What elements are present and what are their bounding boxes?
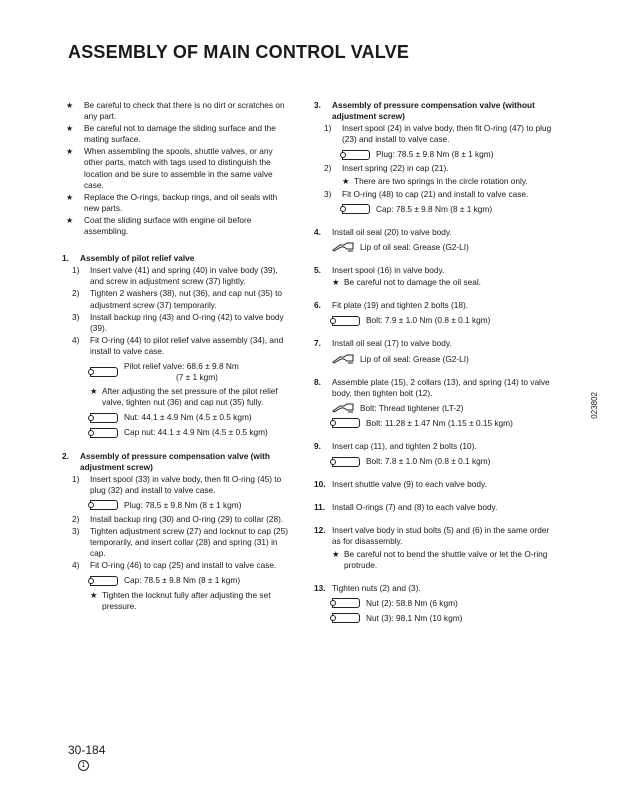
note-item: ★ Coat the sliding surface with engine oil before assembling. — [66, 214, 252, 237]
section-6 — [314, 300, 560, 326]
step: 2) Install backup ring (30) and O-ring (29) to collar (28). — [72, 514, 284, 524]
grease-spec: Lip of oil seal: Grease (G2-LI) — [314, 354, 560, 365]
star-icon: ★ — [332, 277, 340, 288]
step: 3) Tighten adjustment screw (27) and locknut to cap (25) temporarily, and insert collar (28) and spring (31) in cap. — [72, 526, 288, 559]
section-8 — [314, 377, 560, 429]
section-12 — [314, 525, 560, 570]
section-heading: 2. Assembly of pressure compensation valve (with adjustment screw) — [62, 450, 270, 472]
revision-mark: 1 — [78, 760, 89, 771]
torque-spec: Cap: 78.5 ± 9.8 Nm (8 ± 1 kgm) — [314, 204, 560, 215]
star-icon: ★ — [332, 548, 340, 559]
section-heading: 11. Install O-rings (7) and (8) to each valve body. — [314, 502, 498, 513]
star-icon: ★ — [66, 124, 74, 134]
grease-gun-icon — [332, 354, 354, 364]
torque-wrench-icon — [332, 316, 360, 326]
torque-spec: Plug: 78.5 ± 9.8 Nm (8 ± 1 kgm) — [62, 500, 290, 511]
torque-wrench-icon — [332, 598, 360, 608]
star-icon: ★ — [66, 101, 74, 110]
torque-spec: Nut: 44.1 ± 4.9 Nm (4.5 ± 0.5 kgm) — [62, 412, 290, 423]
grease-spec: Bolt: Thread tightener (LT-2) — [314, 403, 560, 414]
caution-note: ★ Tighten the locknut fully after adjusting the set pressure. — [90, 589, 271, 611]
star-icon: ★ — [90, 589, 98, 600]
section-4 — [314, 227, 560, 253]
right-column — [314, 100, 560, 636]
step: 2) Insert spring (22) in cap (21). — [324, 163, 449, 174]
step: 3) Fit O-ring (48) to cap (21) and install to valve case. — [324, 188, 529, 199]
star-icon: ★ — [90, 386, 98, 397]
section-10 — [314, 479, 560, 490]
section-heading: 5. Insert spool (16) in valve body. — [314, 265, 445, 276]
star-icon: ★ — [342, 175, 350, 186]
caution-note: ★ There are two springs in the circle rotation only. — [342, 175, 528, 186]
section-9 — [314, 441, 560, 467]
grease-gun-icon — [332, 403, 354, 413]
torque-spec: Cap nut: 44.1 ± 4.9 Nm (4.5 ± 0.5 kgm) — [62, 427, 290, 438]
section-1 — [62, 253, 290, 438]
step: 1) Insert valve (41) and spring (40) in valve body (39), and screw in adjustment screw (37) lightly. — [72, 265, 278, 287]
star-icon: ★ — [66, 215, 74, 225]
section-heading: 1. Assembly of pilot relief valve — [62, 253, 195, 264]
note-item: ★ Be careful to check that there is no dirt or scratches on any part. — [66, 100, 285, 122]
section-heading: 3. Assembly of pressure compensation valve (without adjustment screw) — [314, 100, 535, 122]
page-title: ASSEMBLY OF MAIN CONTROL VALVE — [68, 42, 410, 62]
star-icon: ★ — [66, 192, 74, 202]
section-heading: 9. Insert cap (11), and tighten 2 bolts (10). — [314, 440, 477, 451]
section-heading: 10. Insert shuttle valve (9) to each valve body. — [314, 479, 487, 490]
torque-spec: Bolt: 7.8 ± 1.0 Nm (0.8 ± 0.1 kgm) — [314, 456, 560, 467]
section-11 — [314, 502, 560, 513]
torque-wrench-icon — [332, 613, 360, 623]
torque-spec: Plug: 78.5 ± 9.8 Nm (8 ± 1 kgm) — [314, 149, 560, 160]
torque-wrench-icon — [342, 204, 370, 214]
page-number: 30-184 — [68, 743, 106, 757]
grease-gun-icon — [332, 242, 354, 252]
note-item: ★ Be careful not to damage the sliding surface and the mating surface. — [66, 123, 276, 145]
section-heading: 4. Install oil seal (20) to valve body. — [314, 226, 452, 237]
document-code: 023802 — [590, 392, 599, 419]
step: 1) Insert spool (33) in valve body, then fit O-ring (45) to plug (32) and install to valve case. — [72, 473, 282, 495]
step: 1) Insert spool (24) in valve body, then fit O-ring (47) to plug (23) and install to valve case. — [324, 123, 552, 145]
left-column — [62, 100, 290, 624]
torque-wrench-icon — [90, 500, 118, 510]
step: 3) Install backup ring (43) and O-ring (42) to valve body (39). — [72, 311, 284, 333]
step: 4) Fit O-ring (44) to pilot relief valve assembly (34), and install to valve case. — [72, 334, 284, 356]
note-item: ★ Replace the O-rings, backup rings, and oil seals with new parts. — [66, 191, 278, 213]
torque-wrench-icon — [90, 428, 118, 438]
section-3 — [314, 100, 560, 215]
torque-wrench-icon — [90, 413, 118, 423]
torque-spec: Cap: 78.5 ± 9.8 Nm (8 ± 1 kgm) — [62, 575, 290, 586]
torque-wrench-icon — [342, 150, 370, 160]
section-heading: 8. Assemble plate (15), 2 collars (13), and spring (14) to valve body, then tighten bolt (12). — [314, 376, 550, 398]
torque-spec: Pilot relief valve: 68.6 ± 9.8 Nm (7 ± 1 kgm) — [62, 361, 290, 383]
section-7 — [314, 338, 560, 364]
general-notes — [62, 100, 290, 237]
torque-wrench-icon — [90, 367, 118, 377]
torque-wrench-icon — [332, 418, 360, 428]
section-heading: 6. Fit plate (19) and tighten 2 bolts (18). — [314, 300, 469, 311]
torque-spec: Nut (2): 58.8 Nm (6 kgm) — [314, 598, 560, 609]
section-5 — [314, 265, 560, 288]
torque-wrench-icon — [332, 457, 360, 467]
section-13 — [314, 583, 560, 624]
section-heading: 7. Install oil seal (17) to valve body. — [314, 338, 452, 349]
section-heading: 13. Tighten nuts (2) and (3). — [314, 582, 421, 593]
section-heading: 12. Insert valve body in stud bolts (5) and (6) in the same order as for disassembly. — [314, 525, 550, 547]
torque-wrench-icon — [90, 576, 118, 586]
caution-note: ★ After adjusting the set pressure of the pilot relief valve, tighten nut (36) and cap nut (35) fully. — [90, 386, 278, 408]
torque-spec: Bolt: 11.28 ± 1.47 Nm (1.15 ± 0.15 kgm) — [314, 418, 560, 429]
caution-note: ★ Be careful not to damage the oil seal. — [332, 277, 481, 288]
torque-spec: Nut (3): 98.1 Nm (10 kgm) — [314, 613, 560, 624]
caution-note: ★ Be careful not to bend the shuttle valve or let the O-ring protrude. — [332, 548, 548, 570]
step: 2) Tighten 2 washers (38), nut (36), and cap nut (35) to adjustment screw (37) temporarily. — [72, 288, 283, 310]
note-item: ★ When assembling the spools, shuttle valves, or any other parts, match with tags used to distinguish the location and be sure to assemble in the same valve case. — [66, 146, 273, 190]
star-icon: ★ — [66, 147, 74, 157]
section-2 — [62, 451, 290, 612]
grease-spec: Lip of oil seal: Grease (G2-LI) — [314, 242, 560, 253]
torque-spec: Bolt: 7.9 ± 1.0 Nm (0.8 ± 0.1 kgm) — [314, 315, 560, 326]
step: 4) Fit O-ring (46) to cap (25) and install to valve case. — [72, 560, 277, 571]
